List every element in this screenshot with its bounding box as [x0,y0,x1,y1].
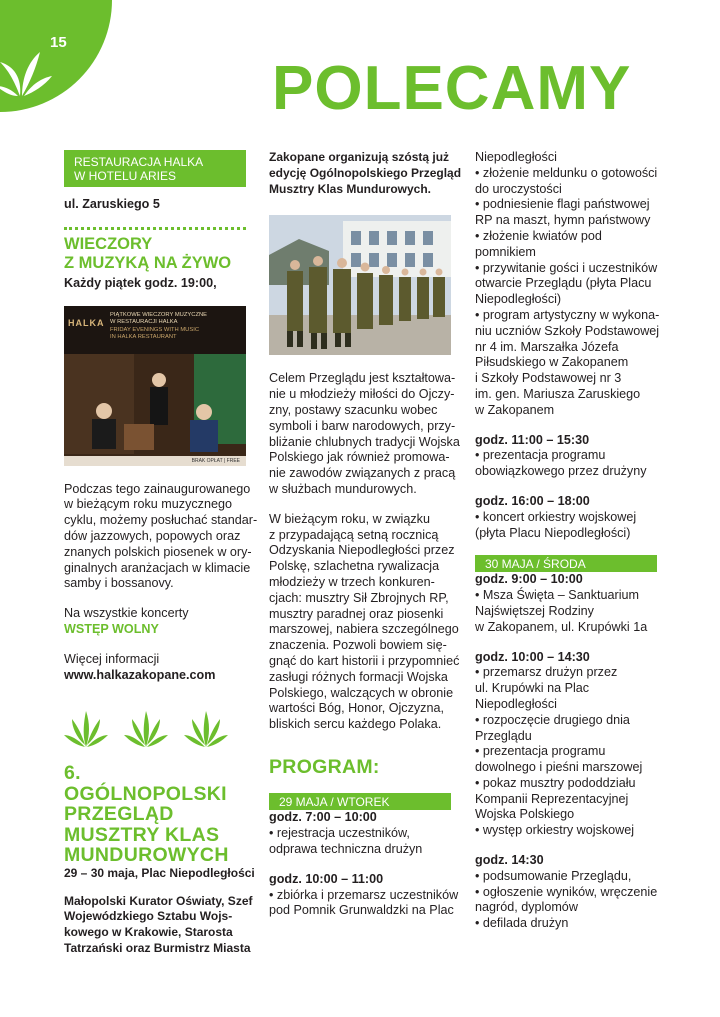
text-line: edycję Ogólnopolskiego Przegląd [269,165,462,180]
program-item: i Szkoły Podstawowej nr 3 [475,371,622,386]
text-line: wartości Bóg, Honor, Ojczyzna, [269,701,444,716]
context-paragraph [269,511,460,733]
text-line: kowego w Krakowie, Starosta [64,925,233,940]
program-item: Niepodległości) [475,292,562,307]
goal-paragraph [269,371,460,497]
program-item: • rejestracja uczestników, [269,826,410,841]
program-item: • Msza Święta – Sanktuarium [475,588,639,603]
program-item: nagród, dyplomów [475,900,578,915]
event-title-line: Z MUZYKĄ NA ŻYWO [64,253,232,272]
text-line: znaczenia. Pozwoli bowiem się- [269,638,447,653]
review-title-line: MUNDUROWYCH [64,844,229,867]
day2-slot1-time: godz. 9:00 – 10:00 [475,572,583,587]
event-description [64,481,258,593]
program-item: im. gen. Mariusza Zaruskiego [475,386,641,401]
poster-line: FRIDAY EVENINGS WITH MUSIC [110,326,199,333]
program-item: odprawa techniczna drużyn [269,842,423,857]
free-entry: WSTĘP WOLNY [64,621,159,636]
text-line: samby i bossanovy. [64,576,174,591]
text-line: zny, postawy szacunku wobec [269,402,438,417]
text-line: Celem Przeglądu jest kształtowa- [269,371,456,386]
slot4-time: godz. 16:00 – 18:00 [475,493,590,508]
program-item: • przemarsz drużyn przez [475,665,618,680]
leaf-icon [184,709,228,749]
review-title-line: PRZEGLĄD [64,803,174,826]
text-line: gnąć do kart historii i przypomnieć [269,653,460,668]
event-title-line: WIECZORY [64,234,153,253]
text-line: bliżanie chlubnych tradycji Wojska [269,434,460,449]
review-title-line: 6. OGÓLNOPOLSKI [64,762,227,805]
text-line: bliskich sercu każdego Polaka. [269,717,442,732]
venue-name: RESTAURACJA HALKA [74,155,204,169]
text-line: z przypadającą setną rocznicą [269,527,439,542]
program-item: Niepodległości [475,150,557,164]
text-line: Podczas tego zainaugurowanego [64,481,251,496]
halka-logo: HALKA [68,317,105,328]
venue-bar [64,150,246,187]
review-when: 29 – 30 maja, Plac Niepodległości [64,865,255,880]
program-item: (płyta Placu Niepodległości) [475,525,631,540]
text-line: Tatrzański oraz Burmistrz Miasta [64,941,251,956]
website-link[interactable]: www.halkazakopane.com [64,667,216,682]
program-item: • defilada drużyn [475,916,569,931]
program-item: do uroczystości [475,181,562,196]
dotted-divider [64,227,246,230]
program-item: dowolnego i pieśni marszowej [475,760,643,775]
day2-slot2-time: godz. 10:00 – 14:30 [475,649,590,664]
text-line: dów jazzowych, popowych oraz [64,528,241,543]
parade-photo [269,215,451,355]
program-item: otwarcie Przeglądu (płyta Placu [475,276,652,291]
program-item: • złożenie kwiatów pod [475,228,602,243]
poster-line: IN HALKA RESTAURANT [110,334,177,341]
program-item: Przeglądu [475,728,532,743]
program-item: • zbiórka i przemarsz uczestników [269,887,459,902]
program-heading: PROGRAM: [269,755,380,778]
program-item: w Zakopanem, ul. Krupówki 1a [475,619,648,634]
leaf-icon [124,709,168,749]
text-line: w bieżącym roku muzycznego [64,497,232,512]
day1-continued [475,150,660,419]
program-item: Kompanii Reprezentacyjnej [475,791,629,806]
program-item: • podsumowanie Przeglądu, [475,868,632,883]
text-line: Małopolski Kurator Oświaty, Szef [64,893,253,908]
program-item: • występ orkiestry wojskowej [475,823,635,838]
poster-line: PIĄTKOWE WIECZORY MUZYCZNE [110,311,208,318]
review-title [64,763,246,866]
text-line: Zakopane organizują szóstą już [269,150,450,164]
halka-poster-image [64,306,246,466]
text-line: nie zawodów związanych z pracą [269,466,456,481]
program-item: • program artystyczny w wykona- [475,307,660,322]
program-item: RP na maszt, hymn państwowy [475,213,651,228]
program-item: Wojska Polskiego [475,807,575,822]
program-item: ul. Krupówki na Plac [475,681,590,696]
review-title-line: MUSZTRY KLAS [64,823,220,846]
text-line: Polskę, szlachetna rywalizacja [269,559,440,574]
leaf-icon [64,709,108,749]
day1-slot2-time: godz. 10:00 – 11:00 [269,871,384,886]
venue-address: ul. Zaruskiego 5 [64,197,160,211]
day2-bar: 30 MAJA / ŚRODA [475,555,657,572]
event-title [64,235,246,273]
lead-text [269,150,462,197]
program-item: Piłsudskiego w Zakopanem [475,355,629,370]
venue-hotel: W HOTELU ARIES [74,169,177,183]
program-item: • koncert orkiestry wojskowej [475,509,637,524]
text-line: cyklu, możemy posłuchać standar- [64,513,258,528]
program-item: • prezentacja programu [475,448,606,463]
page-title: POLECAMY [272,54,632,123]
organizers [64,893,253,957]
text-line: marszowej, nabiera szczególnego [269,622,459,637]
text-line: W bieżącym roku, w związku [269,511,430,526]
more-info-label: Więcej informacji [64,651,160,666]
poster-line: W RESTAURACJI HALKA [110,319,178,326]
poster-footer: BRAK OPŁAT | FREE [64,456,246,466]
program-item: • rozpoczęcie drugiego dnia [475,712,630,727]
program-item: • prezentacja programu [475,744,606,759]
program-item: niu uczniów Szkoły Podstawowej [475,323,660,338]
text-line: młodzieży w trzech konkuren- [269,574,435,589]
text-line: Musztry Klas Mundurowych. [269,181,432,196]
day1-slot1-time: godz. 7:00 – 10:00 [269,810,377,825]
program-item: • przywitanie gości i uczestników [475,260,658,275]
text-line: Wojewódzkiego Sztabu Wojs- [64,909,233,924]
program-item: pomnikiem [475,244,536,259]
text-line: Polskiego jak również promowa- [269,450,450,465]
text-line: znanych polskich piosenek w ory- [64,544,252,559]
text-line: w służbach mundurowych. [269,481,417,496]
program-item: Najświętszej Rodziny [475,603,594,618]
poster-text [110,312,240,342]
concerts-label: Na wszystkie koncerty [64,606,189,621]
program-item: obowiązkowego przez drużyny [475,464,647,479]
program-item: • podniesienie flagi państwowej [475,197,650,212]
slot3-time: godz. 11:00 – 15:30 [475,432,590,447]
text-line: zasługi różnych formacji Wojska [269,669,448,684]
text-line: symboli i barw narodowych, przy- [269,418,456,433]
text-line: Odzyskania Niepodległości przez [269,543,455,558]
program-item: Niepodległości [475,696,557,711]
text-line: nie u młodzieży miłości do Ojczy- [269,387,455,402]
text-line: ginalnych aranżacjach w klimacie [64,560,251,575]
text-line: musztry paradnej oraz piosenki [269,606,444,621]
program-item: nr 4 im. Marszałka Józefa [475,339,619,354]
program-item: pod Pomnik Grunwaldzki na Plac [269,903,454,918]
page-number: 15 [50,34,67,51]
leaf-ornaments [64,709,246,749]
text-line: cjach: musztry Sił Zbrojnych RP, [269,590,449,605]
day1-bar: 29 MAJA / WTOREK [269,793,451,810]
program-item: • ogłoszenie wyników, wręczenie [475,884,658,899]
column-middle [269,150,462,919]
page-corner-badge [0,0,112,112]
text-line: Polskiego, walczących w obronie [269,685,454,700]
parade-scene [269,215,451,355]
program-item: • złożenie meldunku o gotowości [475,165,658,180]
column-left [64,150,258,957]
event-schedule: Każdy piątek godz. 19:00, [64,275,217,290]
day2-slot3-time: godz. 14:30 [475,853,544,868]
column-right [475,150,660,932]
program-item: • pokaz musztry pododdziału [475,775,636,790]
program-item: w Zakopanem [475,402,555,417]
